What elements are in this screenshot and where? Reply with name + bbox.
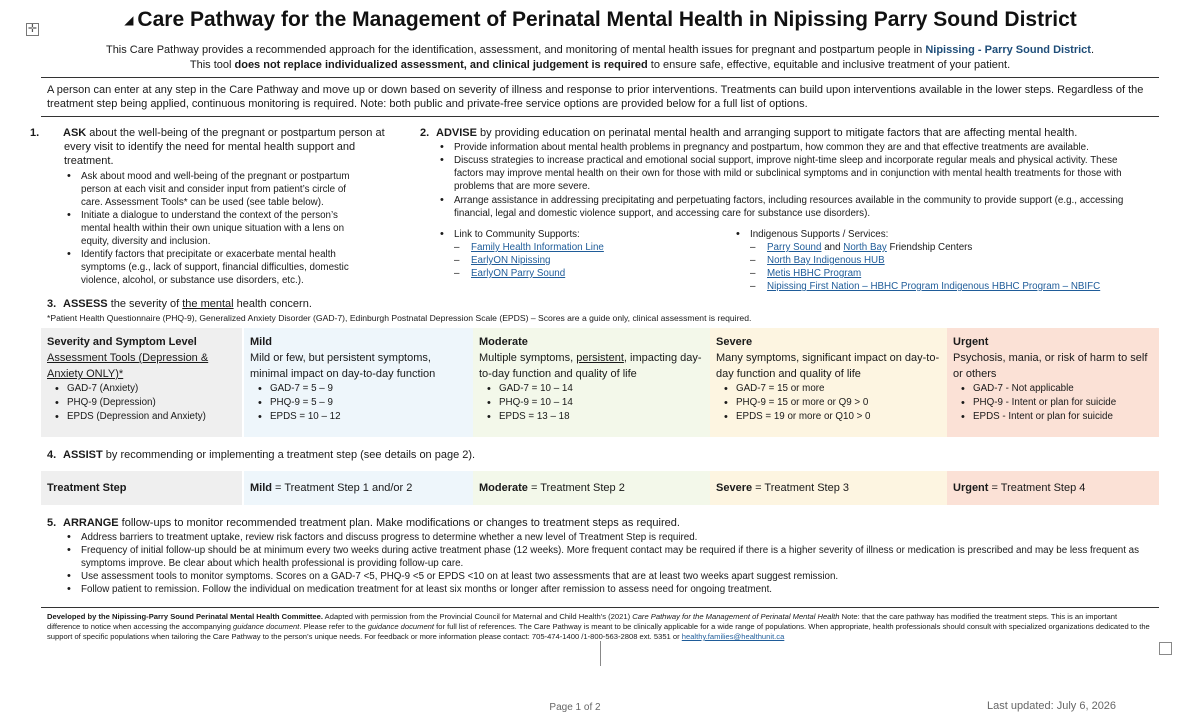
list-item: • Follow patient to remission. Follow the individual on medication treatment for at least six months or longer after remission to assess need for ongoing treatment.: [64, 583, 1152, 596]
level-desc-c: , impacting day-to-day function and quality of life: [479, 352, 702, 380]
checkbox[interactable]: [1159, 642, 1172, 655]
indigenous-supports: [733, 228, 1153, 293]
list-item: • PHQ-9 = 10 – 14: [479, 396, 704, 410]
intro-b-post: to ensure safe, effective, equitable and inclusive treatment of your patient.: [647, 59, 1011, 71]
section-ask: [30, 126, 392, 287]
section-number: 4.: [47, 449, 57, 461]
level-desc-a: Multiple symptoms,: [479, 352, 577, 364]
list-item: • Initiate a dialogue to understand the context of the person’s mental health within their own unique situation with a lens on equity, diversity and inclusion.: [64, 209, 364, 248]
level-desc: Many symptoms, significant impact on day-to-day function and quality of life: [716, 352, 940, 380]
link-north-bay-hub[interactable]: North Bay Indigenous HUB: [767, 255, 885, 266]
list-item: • EPDS = 10 – 12: [250, 410, 467, 424]
entry-note: A person can enter at any step in the Care Pathway and move up or down based on severity of illness and response to prior interventions. Treatments can build upon interventions available in the lower steps. Regardless of the treatment step being applied, continuous monitoring is required. Note: both public and private-free service options are provided below for a full list of options.: [47, 84, 1144, 110]
list-item: • GAD-7 = 5 – 9: [250, 382, 467, 396]
footer-i2: guidance document: [233, 622, 300, 631]
link-earlyon-nipissing[interactable]: EarlyON Nipissing: [471, 255, 551, 266]
list-item: • PHQ-9 = 5 – 9: [250, 396, 467, 410]
footer-i3: guidance document: [367, 622, 435, 631]
conjunction: and: [821, 242, 844, 253]
page-title: [0, 8, 1201, 32]
treatment-level: Urgent: [953, 482, 989, 494]
community-link-item: [454, 267, 717, 280]
intro-a-end: .: [1090, 44, 1095, 56]
section-text-end: health concern.: [233, 298, 312, 310]
link-nipissing-first-nation[interactable]: Nipissing First Nation – HBHC Program Indigenous HBHC Program – NBIFC: [767, 281, 1101, 292]
link-metis-hbhc[interactable]: Metis HBHC Program: [767, 268, 862, 279]
treatment-label: Treatment Step: [47, 482, 127, 494]
title-text: Care Pathway for the Management of Perinatal Mental Health in Nipissing Parry Sound District: [137, 8, 1077, 31]
email-link[interactable]: healthy.families@healthunit.ca: [681, 632, 785, 641]
list-item: • GAD-7 = 15 or more: [716, 382, 941, 396]
footer-i1: Care Pathway for the Management of Perinatal Mental Health: [632, 612, 840, 621]
treatment-mild-cell: [244, 471, 473, 505]
list-item: • GAD-7 (Anxiety): [47, 382, 236, 396]
treatment-step-text: = Treatment Step 3: [752, 482, 850, 494]
section-text: by providing education on perinatal mental health and arranging support to mitigate factors that are affecting mental health.: [476, 127, 1078, 139]
last-updated: Last updated: July 6, 2026: [987, 700, 1117, 712]
severity-moderate-cell: [473, 328, 710, 437]
list-item: • EPDS = 13 – 18: [479, 410, 704, 424]
severity-mild-cell: [244, 328, 473, 437]
link-family-health-line[interactable]: Family Health Information Line: [471, 242, 604, 253]
list-item: • Ask about mood and well-being of the pregnant or postpartum person at each visit and consider input from patient’s circle of care. Assessment Tools* can be used (see table below).: [64, 170, 364, 209]
list-item: • Discuss strategies to increase practical and emotional social support, improve night-time sleep and incorporate regular meals and physical activity. These factors may improve mental health on their own for those with mild or subclinical symptoms and in conjunction with mental health treatments for those with problems that are more severe.: [437, 154, 1137, 193]
section-verb: ADVISE: [436, 127, 477, 139]
severity-label-head: Severity and Symptom Level: [47, 336, 197, 348]
level-head: Severe: [716, 336, 753, 348]
section-verb: ARRANGE: [63, 517, 119, 529]
list-item: • GAD-7 - Not applicable: [953, 382, 1153, 396]
assessment-footnote: *Patient Health Questionnaire (PHQ-9), Generalized Anxiety Disorder (GAD-7), Edinburgh Postnatal Depression Scale (EPDS) – Scores are a guide only, clinical assessment is required.: [47, 313, 752, 323]
treatment-step-text: = Treatment Step 2: [527, 482, 625, 494]
treatment-level: Moderate: [479, 482, 528, 494]
severity-label-cell: [41, 328, 242, 437]
treatment-level: Severe: [716, 482, 753, 494]
section-assist: [47, 448, 747, 462]
divider: [41, 607, 1159, 608]
intro-b-pre: This tool: [189, 59, 235, 71]
list-item: • PHQ-9 (Depression): [47, 396, 236, 410]
indigenous-label: • Indigenous Supports / Services:: [733, 228, 1153, 241]
footer-t2: Note: that the care pathway has modified the treatment steps. This is an important difference to notice when accessing the accompanying: [47, 612, 1118, 631]
treatment-step-text: = Treatment Step 1 and/or 2: [272, 482, 413, 494]
treatment-severe-cell: [710, 471, 947, 505]
section-text: about the well-being of the pregnant or postpartum person at every visit to identify the need for mental health support and treatment.: [64, 127, 385, 167]
list-item: • Provide information about mental health problems in pregnancy and postpartum, how common they are and that effective treatments are available.: [437, 141, 1137, 154]
list-item: • GAD-7 = 10 – 14: [479, 382, 704, 396]
community-link-item: [454, 254, 717, 267]
section-number: 2.: [420, 127, 430, 139]
treatment-step-text: = Treatment Step 4: [988, 482, 1086, 494]
level-head: Urgent: [953, 336, 989, 348]
indigenous-link-item: [750, 280, 1153, 293]
footer-t1: Adapted with permission from the Provincial Council for Maternal and Child Health’s (2021): [322, 612, 633, 621]
page-number: Page 1 of 2: [549, 702, 601, 713]
level-desc: Mild or few, but persistent symptoms, minimal impact on day-to-day function: [250, 352, 436, 380]
level-head: Mild: [250, 336, 272, 348]
text-cursor: [600, 641, 601, 666]
treatment-level: Mild: [250, 482, 272, 494]
section-text: follow-ups to monitor recommended treatment plan. Make modifications or changes to treatment steps as required.: [118, 517, 680, 529]
section-assess: [47, 297, 747, 311]
community-supports: [437, 228, 717, 280]
divider: [41, 77, 1159, 78]
footer-text: [47, 612, 1152, 642]
level-head: Moderate: [479, 336, 528, 348]
collapse-triangle-icon[interactable]: ◢: [124, 13, 134, 28]
severity-urgent-cell: [947, 328, 1159, 437]
list-item: • Arrange assistance in addressing precipitating and perpetuating factors, including resources available in the community to provide support (e.g., accessing financial, legal and domestic violence support, and accessing care for substance use disorders).: [437, 194, 1137, 220]
level-desc-b: persistent: [576, 352, 624, 364]
section-verb: ASSESS: [63, 298, 108, 310]
table-move-handle-icon[interactable]: ✛: [27, 23, 38, 35]
friendship-centers-text: Friendship Centers: [886, 242, 973, 253]
list-item: • EPDS - Intent or plan for suicide: [953, 410, 1153, 424]
severity-table: [41, 328, 1159, 437]
section-arrange: [47, 516, 1152, 596]
district-name: Nipissing - Parry Sound District: [925, 44, 1091, 56]
section-verb: ASSIST: [63, 449, 103, 461]
intro-a: This Care Pathway provides a recommended approach for the identification, assessment, and monitoring of mental health issues for pregnant and postpartum people in: [105, 44, 926, 56]
section-number: 3.: [47, 298, 57, 310]
treatment-urgent-cell: [947, 471, 1159, 505]
link-earlyon-parry-sound[interactable]: EarlyON Parry Sound: [471, 268, 566, 279]
level-desc: [479, 350, 704, 382]
section-number: 1.: [30, 127, 40, 139]
section-verb: ASK: [63, 127, 87, 139]
list-item: • EPDS (Depression and Anxiety): [47, 410, 236, 424]
indigenous-link-item: [750, 254, 1153, 267]
community-label: • Link to Community Supports:: [437, 228, 717, 241]
section-text: the severity of: [107, 298, 183, 310]
list-item: • EPDS = 19 or more or Q10 > 0: [716, 410, 941, 424]
list-item: • Identify factors that precipitate or exacerbate mental health symptoms (e.g., lack of support, financial difficulties, domestic violence, alcohol, or substance use disorders, etc.).: [64, 248, 364, 287]
section-text: by recommending or implementing a treatment step (see details on page 2).: [102, 449, 476, 461]
level-desc: Psychosis, mania, or risk of harm to self or others: [953, 352, 1148, 380]
treatment-table: [41, 471, 1159, 505]
community-link-item: [454, 241, 717, 254]
indigenous-link-item: [750, 267, 1153, 280]
assessment-tools-label: Assessment Tools (Depression & Anxiety ONLY)*: [47, 352, 209, 380]
link-parry-sound[interactable]: Parry Sound: [767, 242, 822, 253]
severity-severe-cell: [710, 328, 947, 437]
intro-b-bold: does not replace individualized assessment, and clinical judgement is required: [234, 59, 648, 71]
link-north-bay[interactable]: North Bay: [843, 242, 887, 253]
divider: [41, 116, 1159, 117]
section-advise: [420, 126, 1150, 220]
list-item: • Address barriers to treatment uptake, review risk factors and discuss progress to determine whether a new level of Treatment Step is required.: [64, 531, 1152, 544]
intro-text: [60, 43, 1140, 73]
footer-t4: for full list of references. The Care Pathway is meant to be clinically applicable for a wide range of populations. When appropriate, health professionals should consult with specialized organizations dedicated to the support of specific populations when tailoring the Care Pathway to the person’s unique needs. For feedback or more information please contact: 705-474-1400 /1-800-563-2808 ext. 5351 or: [47, 622, 1150, 641]
footer-bold: Developed by the Nipissing-Parry Sound Perinatal Mental Health Committee.: [47, 612, 323, 621]
list-item: • Use assessment tools to monitor symptoms. Scores on a GAD-7 <5, PHQ-9 <5 or EPDS <10 on at least two assessments that are at least two weeks apart suggest remission.: [64, 570, 1152, 583]
footer-t3: . Please refer to the: [299, 622, 368, 631]
list-item: • PHQ-9 - Intent or plan for suicide: [953, 396, 1153, 410]
treatment-label-cell: [41, 471, 242, 505]
list-item: • PHQ-9 = 15 or more or Q9 > 0: [716, 396, 941, 410]
treatment-moderate-cell: [473, 471, 710, 505]
section-number: 5.: [47, 517, 57, 529]
indigenous-link-item: [750, 241, 1153, 254]
section-text-underlined: the mental: [182, 298, 234, 310]
list-item: • Frequency of initial follow-up should be at minimum every two weeks during active treatment phase (12 weeks). More frequent contact may be required if there is a higher severity of illness or medication is prescribed and may be less frequent as symptoms improve. Be clear about which health professional is providing follow-up care.: [64, 544, 1152, 570]
